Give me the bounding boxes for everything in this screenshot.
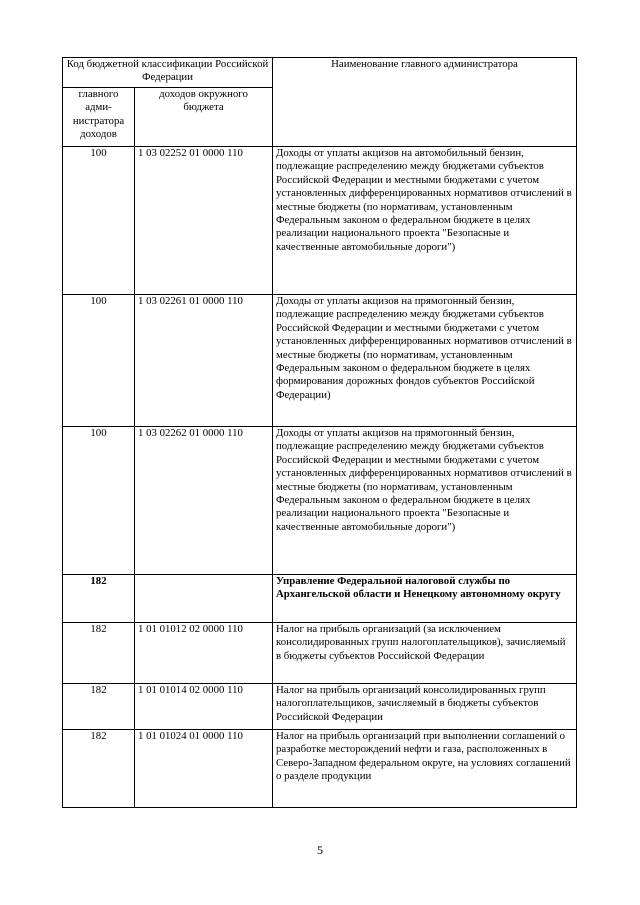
classification-code-cell: 1 03 02262 01 0000 110: [135, 427, 273, 575]
table-row: [63, 575, 577, 623]
table-row: [63, 730, 577, 808]
page-number: 5: [317, 843, 323, 857]
admin-code-cell: 100: [63, 427, 135, 575]
budget-classification-table: [62, 57, 577, 808]
table-row: [63, 684, 577, 730]
table-row: [63, 427, 577, 575]
classification-code-cell: 1 01 01024 01 0000 110: [135, 730, 273, 808]
admin-name-cell: Доходы от уплаты акцизов на автомобильный бензин, подлежащие распределению между бюджетами субъектов Российской Федерации и местными бюджетами с учетом установленных дифференцированных нормативов отчислений в местные бюджеты (по нормативам, установленным Федеральным законом о федеральном бюджете в целях реализации национального проекта "Безопасные и качественные автомобильные дороги"): [273, 147, 577, 295]
header-admin-code: главного адми-нистратора доходов: [63, 88, 135, 147]
admin-name-cell: Управление Федеральной налоговой службы по Архангельской области и Ненецкому автономному округу: [273, 575, 577, 623]
admin-name-cell: Налог на прибыль организаций (за исключением консолидированных групп налогоплательщиков), зачисляемый в бюджеты субъектов Российской Федерации: [273, 623, 577, 684]
admin-code-cell: 182: [63, 684, 135, 730]
table-row: [63, 295, 577, 427]
table-row: [63, 623, 577, 684]
table-row: [63, 147, 577, 295]
admin-code-cell: 182: [63, 575, 135, 623]
classification-code-cell: 1 01 01014 02 0000 110: [135, 684, 273, 730]
classification-code-cell: 1 03 02252 01 0000 110: [135, 147, 273, 295]
admin-name-cell: Доходы от уплаты акцизов на прямогонный бензин, подлежащие распределению между бюджетами субъектов Российской Федерации и местными бюджетами с учетом установленных дифференцированных нормативов отчислений в местные бюджеты (по нормативам, установленным Федеральным законом о федеральном бюджете в целях формирования дорожных фондов субъектов Российской Федерации): [273, 295, 577, 427]
classification-code-cell: [135, 575, 273, 623]
header-admin-name: Наименование главного администратора: [273, 58, 577, 147]
admin-code-cell: 182: [63, 730, 135, 808]
admin-name-cell: Налог на прибыль организаций при выполнении соглашений о разработке месторождений нефти и газа, расположенных в Северо-Западном федеральном округе, на условиях соглашений о разделе продукции: [273, 730, 577, 808]
classification-code-cell: 1 03 02261 01 0000 110: [135, 295, 273, 427]
admin-code-cell: 100: [63, 295, 135, 427]
admin-name-cell: Доходы от уплаты акцизов на прямогонный бензин, подлежащие распределению между бюджетами субъектов Российской Федерации и местными бюджетами с учетом установленных дифференцированных нормативов отчислений в местные бюджеты (по нормативам, установленным Федеральным законом о федеральном бюджете в целях реализации национального проекта "Безопасные и качественные автомобильные дороги"): [273, 427, 577, 575]
admin-code-cell: 182: [63, 623, 135, 684]
header-income-code: доходов окружного бюджета: [135, 88, 273, 147]
header-classification-group: Код бюджетной классификации Российской Федерации: [63, 58, 273, 88]
admin-code-cell: 100: [63, 147, 135, 295]
admin-name-cell: Налог на прибыль организаций консолидированных групп налогоплательщиков, зачисляемый в бюджеты субъектов Российской Федерации: [273, 684, 577, 730]
classification-code-cell: 1 01 01012 02 0000 110: [135, 623, 273, 684]
